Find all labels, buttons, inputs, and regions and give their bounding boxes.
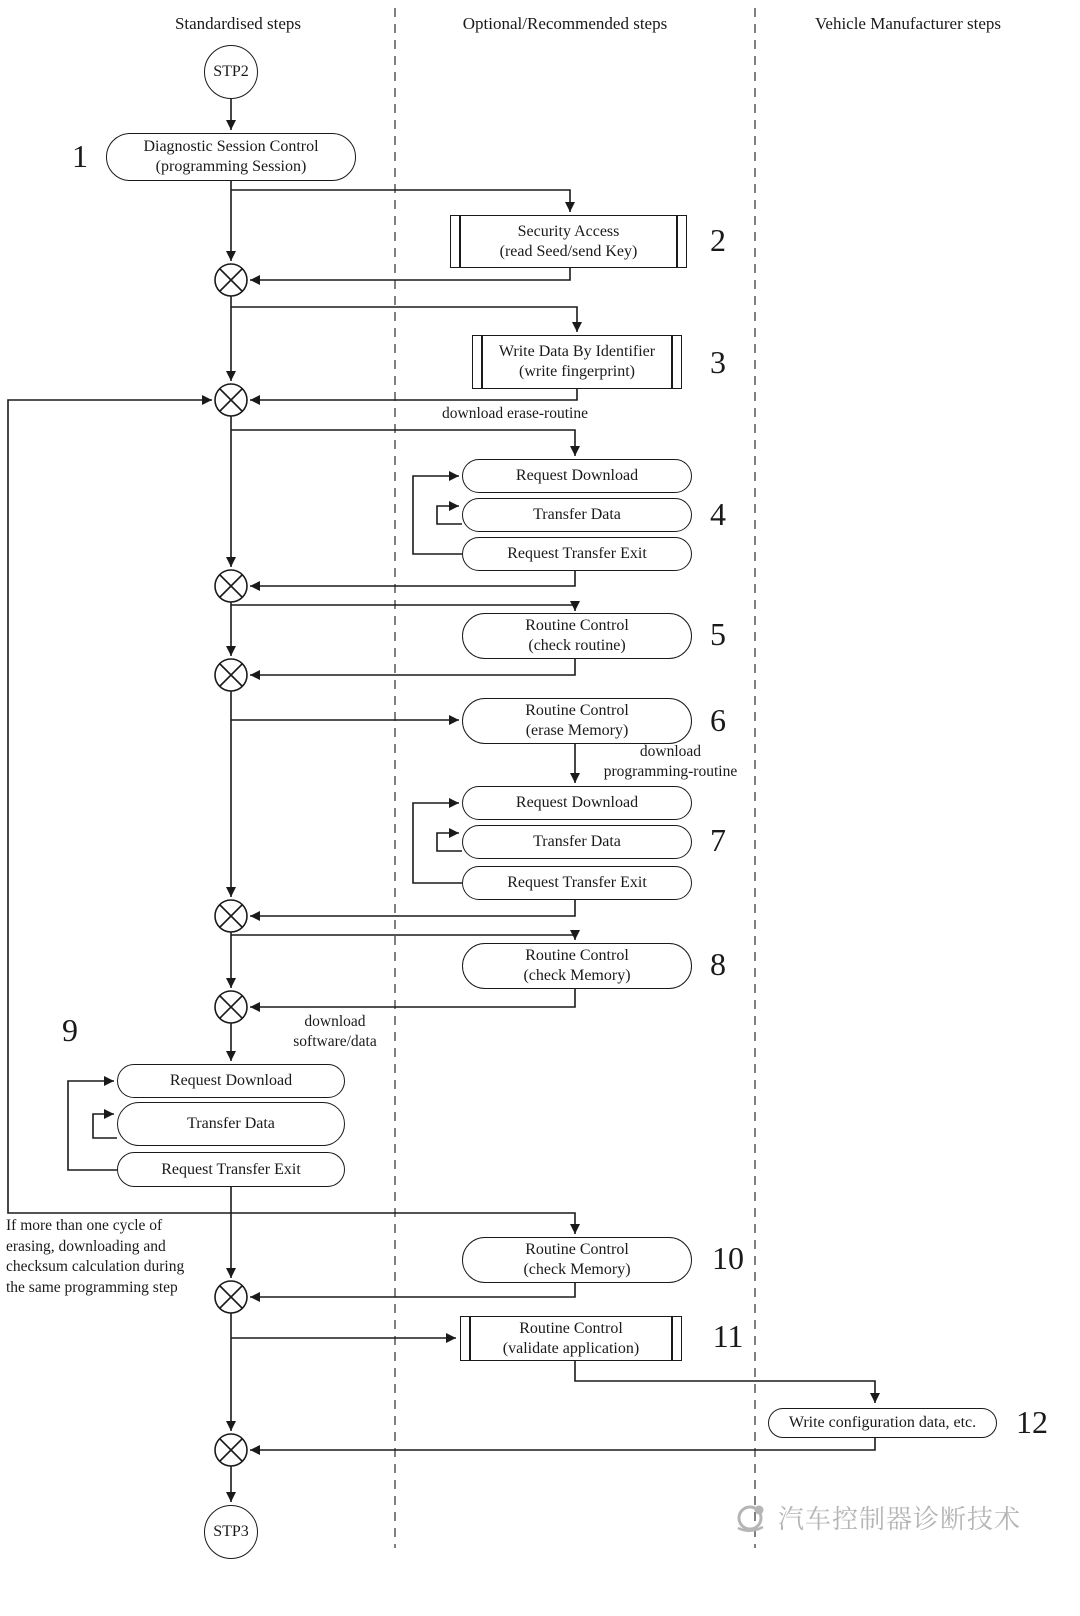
edge-step3-to-junction-b <box>250 389 577 400</box>
step5-title: Routine Control <box>525 617 629 634</box>
edge-step12-to-junction-h <box>250 1438 875 1450</box>
step12-number: 12 <box>1016 1404 1048 1440</box>
edge-step2-to-junction-a <box>250 268 570 280</box>
step12-box <box>768 1408 997 1438</box>
step9-request-download-box <box>117 1064 345 1098</box>
loopback-condition-note <box>6 1216 226 1298</box>
step8-number: 8 <box>710 946 726 982</box>
step1-box <box>106 133 356 181</box>
step6-box <box>462 698 692 744</box>
step7-number: 7 <box>710 822 726 858</box>
label-download-programming-routine-line2: programming-routine <box>603 763 738 780</box>
step1-number: 1 <box>72 138 88 174</box>
step7-request-download-box <box>462 786 692 820</box>
step12-title: Write configuration data, etc. <box>788 1414 977 1431</box>
step1-title: Diagnostic Session Control <box>143 138 319 155</box>
step2-box <box>450 215 687 268</box>
step10-subtitle: (check Memory) <box>523 1261 631 1278</box>
merge-junction-b <box>215 384 247 416</box>
step4-request-transfer-exit-box <box>462 537 692 571</box>
edge-step9-transfer-loop <box>93 1114 117 1138</box>
step5-subtitle: (check routine) <box>528 637 626 654</box>
merge-junction-d <box>215 659 247 691</box>
step5-number: 5 <box>710 616 726 652</box>
edge-branch-to-step2 <box>231 190 570 212</box>
step7-request-transfer-exit-label: Request Transfer Exit <box>507 874 647 891</box>
step10-number: 10 <box>712 1240 744 1276</box>
step7-transfer-data-label: Transfer Data <box>533 833 621 850</box>
watermark-logo <box>732 1498 770 1536</box>
step2-subtitle: (read Seed/send Key) <box>499 242 638 260</box>
edge-step10-to-junction-g <box>250 1283 575 1297</box>
merge-junction-a <box>215 264 247 296</box>
note-line3: checksum calculation during <box>6 1258 185 1275</box>
edge-branch-to-step3 <box>231 307 577 332</box>
step10-box <box>462 1237 692 1283</box>
step9-request-transfer-exit-label: Request Transfer Exit <box>161 1160 301 1178</box>
watermark-text: 汽车控制器诊断技术 <box>778 1504 1022 1534</box>
merge-junction-f <box>215 991 247 1023</box>
step3-subtitle: (write fingerprint) <box>519 363 635 380</box>
step5-box <box>462 613 692 659</box>
note-line1: If more than one cycle of <box>6 1217 163 1234</box>
step9-transfer-data-label: Transfer Data <box>187 1115 275 1132</box>
step11-box <box>460 1316 682 1361</box>
edge-step8-to-junction-f <box>250 989 575 1007</box>
step9-number: 9 <box>62 1012 78 1048</box>
note-line4: the same programming step <box>6 1278 178 1296</box>
step4-transfer-data-label: Transfer Data <box>533 506 621 523</box>
step7-request-download-label: Request Download <box>515 794 639 811</box>
step3-number: 3 <box>710 344 726 380</box>
edge-step11-to-step12 <box>575 1361 875 1403</box>
column-header-standardised: Standardised steps <box>174 14 302 33</box>
end-terminal-label: STP3 <box>213 1523 249 1540</box>
merge-junction-h <box>215 1434 247 1466</box>
step11-title: Routine Control <box>519 1319 623 1337</box>
step9-transfer-data-box <box>117 1102 345 1146</box>
step8-subtitle: (check Memory) <box>523 967 631 984</box>
step4-transfer-data-box <box>462 498 692 532</box>
label-download-software-data-line1: download <box>304 1013 366 1030</box>
step4-request-transfer-exit-label: Request Transfer Exit <box>507 545 647 562</box>
watermark <box>732 1498 1021 1536</box>
label-download-programming-routine-line1: download <box>639 743 702 760</box>
step2-title: Security Access <box>517 222 620 240</box>
merge-junction-c <box>215 570 247 602</box>
label-download-software-data <box>270 1012 400 1052</box>
edge-branch-to-step5 <box>231 605 575 611</box>
column-header-manufacturer: Vehicle Manufacturer steps <box>815 14 1001 33</box>
note-line2: erasing, downloading and <box>6 1237 166 1255</box>
step6-number: 6 <box>710 702 726 738</box>
step8-title: Routine Control <box>525 947 629 964</box>
step7-request-transfer-exit-box <box>462 866 692 900</box>
label-download-erase-routine: download erase-routine <box>442 405 588 422</box>
step7-transfer-data-box <box>462 825 692 859</box>
label-download-programming-routine <box>588 742 753 782</box>
step2-number: 2 <box>710 222 726 258</box>
step4-number: 4 <box>710 496 726 532</box>
step4-request-download-label: Request Download <box>515 467 639 484</box>
label-download-software-data-line2: software/data <box>293 1033 377 1050</box>
column-header-optional: Optional/Recommended steps <box>462 14 668 33</box>
step9-request-download-label: Request Download <box>169 1072 293 1089</box>
step11-number: 11 <box>712 1318 744 1354</box>
merge-junction-e <box>215 900 247 932</box>
edge-step7-to-junction-e <box>250 900 575 916</box>
step3-box <box>472 335 682 389</box>
edge-step4-transfer-loop <box>437 506 462 524</box>
edge-branch-to-step10 <box>231 1213 575 1234</box>
step1-subtitle: (programming Session) <box>155 158 307 175</box>
step4-request-download-box <box>462 459 692 493</box>
edge-step4-to-junction-c <box>250 571 575 586</box>
edge-branch-to-step4 <box>231 430 575 456</box>
edge-step5-to-junction-d <box>250 659 575 675</box>
step10-title: Routine Control <box>525 1241 629 1258</box>
start-terminal-label: STP2 <box>213 63 249 80</box>
end-terminal-stp3 <box>204 1505 258 1559</box>
step9-request-transfer-exit-box <box>117 1152 345 1187</box>
step6-title: Routine Control <box>525 702 629 719</box>
step8-box <box>462 943 692 989</box>
edge-step7-transfer-loop <box>437 833 462 851</box>
step3-title: Write Data By Identifier <box>498 343 656 360</box>
step11-subtitle: (validate application) <box>502 1339 640 1357</box>
start-terminal-stp2 <box>204 45 258 99</box>
step6-subtitle: (erase Memory) <box>525 722 629 739</box>
edge-branch-to-step8 <box>231 935 575 940</box>
